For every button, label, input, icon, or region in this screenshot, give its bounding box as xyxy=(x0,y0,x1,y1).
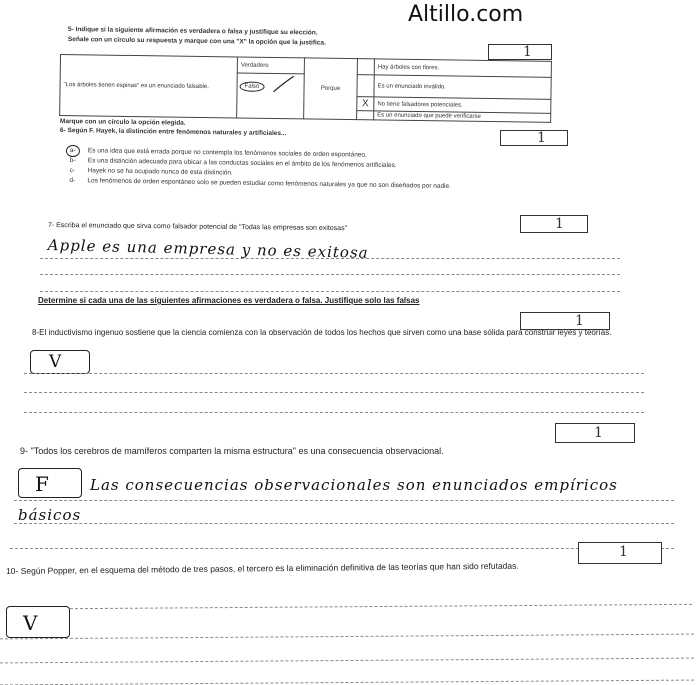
q5-reason-check-3[interactable] xyxy=(357,111,374,120)
q8-answer-line-3 xyxy=(24,412,644,413)
q5-reason-check-2[interactable]: X xyxy=(357,97,374,111)
q10-answer-line-2 xyxy=(0,634,694,640)
q7-answer-line-3 xyxy=(40,291,620,292)
q5-false-circle xyxy=(239,82,264,92)
altillo-watermark: Altillo.com xyxy=(408,2,524,27)
q9-answer-line-2 xyxy=(14,523,674,524)
q5-check-stroke xyxy=(271,74,295,96)
q7-score-box xyxy=(520,215,588,233)
q7-answer-line-2 xyxy=(40,274,620,275)
q5-statement: "Los árboles tienen espinas" es un enunciado falsable. xyxy=(60,55,238,118)
q9-answer-line-1 xyxy=(14,500,674,501)
q6-instruction: Marque con un círculo la opción elegida. xyxy=(59,118,186,127)
q6-option-d-letter: d- xyxy=(69,176,76,185)
q10-mark: V xyxy=(23,611,39,635)
q6-options xyxy=(69,146,610,194)
q6-option-a-circle xyxy=(66,145,80,157)
q5-score-box xyxy=(488,44,552,60)
q5-false-label: Falso xyxy=(244,83,260,90)
q5-reason-check-0[interactable] xyxy=(357,59,374,75)
q8-answer-line-1 xyxy=(24,373,644,374)
q7-handwritten-answer: Apple es una empresa y no es exitosa xyxy=(47,236,369,262)
q5-instruction: Señale con un círculo su respuesta y marque con una "X" la opción que la justifica. xyxy=(67,36,326,47)
q6-option-a-text: Es una idea que está errada porque no contempla los fenómenos sociales de orden espontáneo. xyxy=(87,147,367,159)
q6-score-box xyxy=(500,130,568,146)
q8-mark: V xyxy=(49,352,63,372)
q5-because: Porque xyxy=(304,58,358,120)
q5-reason-1: Es un enunciado inválido. xyxy=(374,75,551,99)
q9-answer-line-3 xyxy=(10,548,674,549)
q6-option-a-letter: a- xyxy=(69,146,76,155)
q5-reason-check-1[interactable] xyxy=(357,75,374,97)
q9-mark-box[interactable] xyxy=(18,468,82,498)
q5-score: 1 xyxy=(523,44,532,60)
q5-table xyxy=(59,54,552,123)
q6-option-c-letter: c- xyxy=(69,166,76,175)
q6-option-b-letter: b- xyxy=(69,156,76,165)
q6-option-d-text: Los fenómenos de orden espontáneo solo se pueden estudiar como fenómenos naturales ya que no son diseñados por nadie. xyxy=(87,177,452,190)
q6-title: 6- Según F. Hayek, la distinción entre fenómenos naturales y artificiales... xyxy=(59,127,287,138)
q9-mark: F xyxy=(35,472,50,496)
q10-mark-box[interactable] xyxy=(6,606,70,638)
q7-title: 7- Escriba el enunciado que sirva como falsador potencial de "Todas las empresas son exitosas" xyxy=(47,222,348,233)
q5-title: 5- Indique si la siguiente afirmación es verdadera o falsa y justifique su elección. xyxy=(67,26,318,37)
q5-reason-2: No tiene falsadores potenciales. xyxy=(374,97,551,113)
q9-handwritten-answer-line1: Las consecuencias observacionales son enunciados empíricos xyxy=(90,476,618,494)
q5-reason-0: Hay árboles con flores. xyxy=(374,59,551,77)
q10-answer-line-4 xyxy=(0,680,694,685)
q8-score: 1 xyxy=(575,313,584,329)
q9-handwritten-answer-line2: básicos xyxy=(18,506,82,524)
q8-title: 8-El inductivismo ingenuo sostiene que la ciencia comienza con la observación de todos los hechos que sirven como una base sólida para construir leyes y teorías. xyxy=(32,328,612,337)
q7-answer-line-1 xyxy=(40,258,620,259)
q10-answer-line-1 xyxy=(70,604,692,609)
q7-score: 1 xyxy=(555,216,564,232)
q10-answer-line-3 xyxy=(0,658,694,664)
section-heading: Determine si cada una de las siguientes afirmaciones es verdadera o falsa. Justifique solo las falsas xyxy=(38,296,420,305)
q9-score-box xyxy=(555,423,635,443)
q8-answer-line-2 xyxy=(24,392,644,393)
q10-title: 10- Según Popper, en el esquema del método de tres pasos, el tercero es la eliminación definitiva de las teorías que han sido refutadas. xyxy=(6,560,519,576)
q10-score: 1 xyxy=(619,544,628,560)
q5-false-option[interactable] xyxy=(237,73,305,119)
q6-option-b-text: Es una distinción adecuada para ubicar a las conductas sociales en el ámbito de los fenómenos artificiales. xyxy=(87,157,397,170)
q5-reason-3: Es un enunciado que puede verificarse xyxy=(374,111,551,122)
q5-true-option[interactable]: Verdadero xyxy=(237,57,304,74)
q8-mark-box[interactable] xyxy=(30,350,90,374)
q9-score: 1 xyxy=(594,425,603,441)
q6-score: 1 xyxy=(537,130,546,146)
q9-title: 9- "Todos los cerebros de mamíferos comparten la misma estructura" es una consecuencia observacional. xyxy=(20,446,444,456)
q6-option-c-text: Hayek no se ha ocupado nunca de esta distinción. xyxy=(87,167,233,177)
